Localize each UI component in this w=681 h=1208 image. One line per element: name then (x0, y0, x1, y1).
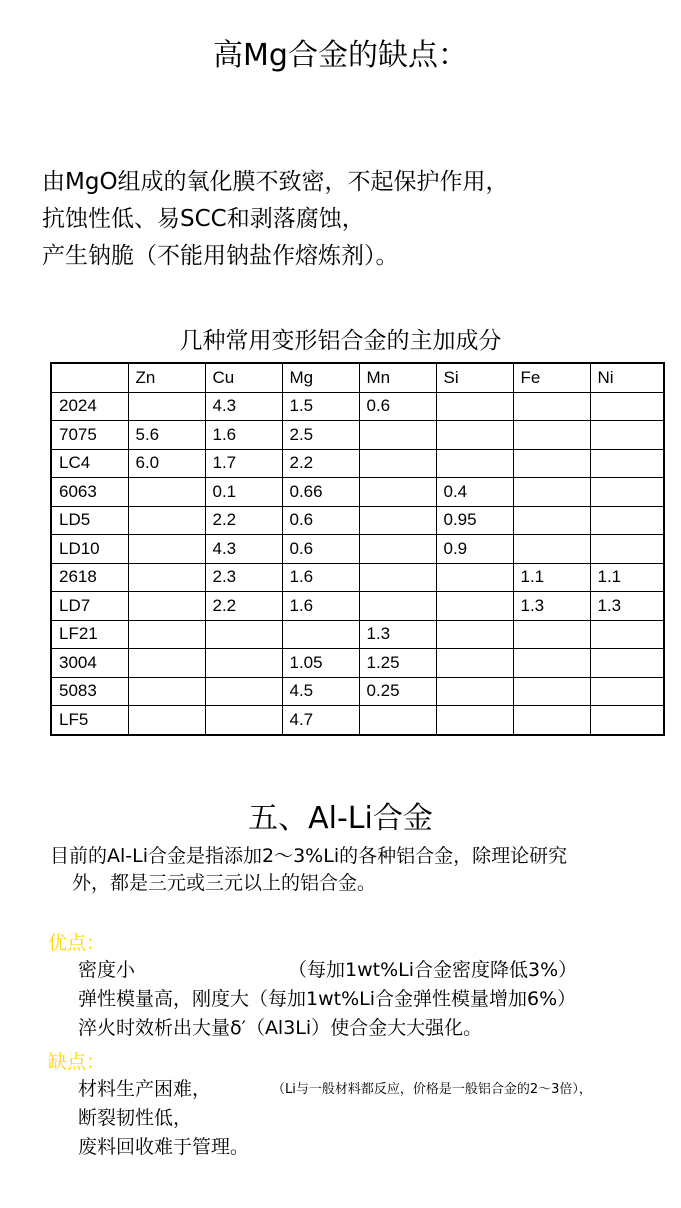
table-cell (590, 449, 664, 478)
alloy-grade-cell: 5083 (51, 677, 128, 706)
table-cell: 1.1 (513, 563, 590, 592)
advantage-item: 密度小 (78, 959, 136, 981)
table-cell: 1.3 (359, 620, 436, 649)
table-row (51, 478, 664, 507)
table-cell (205, 677, 282, 706)
table-cell (128, 620, 205, 649)
disadvantage-item: 断裂韧性低， (78, 1107, 193, 1129)
table-cell: 0.25 (359, 677, 436, 706)
disadvantage-note: （Li与一般材料都反应，价格是一般铝合金的2～3倍）， (272, 1082, 592, 1097)
table-header-cell: Si (436, 363, 513, 392)
table-cell (205, 620, 282, 649)
table-header-cell: Cu (205, 363, 282, 392)
table-cell (359, 478, 436, 507)
table-cell: 1.6 (205, 421, 282, 450)
table-cell: 0.66 (282, 478, 359, 507)
table-cell: 1.3 (513, 592, 590, 621)
alloy-grade-cell: 2024 (51, 392, 128, 421)
table-cell (436, 392, 513, 421)
table-row (51, 592, 664, 621)
table-cell (359, 421, 436, 450)
table-cell: 0.6 (359, 392, 436, 421)
table-cell: 4.3 (205, 535, 282, 564)
table-cell: 4.7 (282, 706, 359, 735)
table-row (51, 563, 664, 592)
table-row (51, 677, 664, 706)
intro-paragraph (50, 843, 675, 897)
table-cell (205, 649, 282, 678)
alloy-composition-table (50, 362, 665, 736)
table-cell: 1.5 (282, 392, 359, 421)
table-cell (590, 677, 664, 706)
table-cell (513, 706, 590, 735)
alloy-grade-cell: 7075 (51, 421, 128, 450)
table-cell (436, 563, 513, 592)
table-cell (513, 392, 590, 421)
table-cell (590, 706, 664, 735)
table-cell (128, 706, 205, 735)
table-cell: 1.6 (282, 563, 359, 592)
table-cell: 2.2 (205, 592, 282, 621)
alloy-grade-cell: 3004 (51, 649, 128, 678)
table-row (51, 649, 664, 678)
advantages-heading: 优点： (48, 932, 106, 954)
table-cell (359, 706, 436, 735)
table-cell: 4.3 (205, 392, 282, 421)
table-cell (513, 449, 590, 478)
table-cell (359, 506, 436, 535)
table-header-cell: Mn (359, 363, 436, 392)
table-cell (590, 506, 664, 535)
table-cell (590, 421, 664, 450)
table-cell (513, 478, 590, 507)
table-row (51, 392, 664, 421)
table-caption: 几种常用变形铝合金的主加成分 (179, 328, 502, 354)
table-row (51, 421, 664, 450)
table-cell (359, 449, 436, 478)
table-cell (282, 620, 359, 649)
table-cell (436, 421, 513, 450)
alloy-grade-cell: LC4 (51, 449, 128, 478)
alloy-grade-cell: LD7 (51, 592, 128, 621)
table-cell: 0.1 (205, 478, 282, 507)
table-cell (359, 592, 436, 621)
disadvantage-item: 材料生产困难， (78, 1078, 212, 1100)
advantage-note: （每加1wt%Li合金密度降低3%） (288, 959, 578, 981)
alloy-grade-cell: LD5 (51, 506, 128, 535)
table-cell (128, 677, 205, 706)
intro-line: 目前的Al-Li合金是指添加2～3%Li的各种铝合金，除理论研究 (50, 845, 568, 867)
mg-disadvantage-line: 产生钠脆（不能用钠盐作熔炼剂）。 (42, 243, 399, 269)
table-cell (590, 478, 664, 507)
table-cell: 1.7 (205, 449, 282, 478)
table-header-cell: Mg (282, 363, 359, 392)
table-cell (513, 506, 590, 535)
table-cell (513, 649, 590, 678)
table-cell: 6.0 (128, 449, 205, 478)
table-cell (513, 677, 590, 706)
table-cell (590, 620, 664, 649)
table-cell: 0.95 (436, 506, 513, 535)
table-cell (128, 535, 205, 564)
table-header-cell: Fe (513, 363, 590, 392)
page-title: 高Mg合金的缺点： (213, 38, 468, 73)
table-cell: 4.5 (282, 677, 359, 706)
table-cell: 1.6 (282, 592, 359, 621)
table-cell (128, 506, 205, 535)
alloy-grade-cell: LF5 (51, 706, 128, 735)
table-row (51, 535, 664, 564)
advantage-item: 淬火时效析出大量δ′（Al3Li）使合金大大强化。 (78, 1017, 483, 1039)
table-cell (590, 392, 664, 421)
intro-line: 外，都是三元或三元以上的铝合金。 (72, 872, 377, 894)
table-cell: 0.6 (282, 535, 359, 564)
table-cell (436, 620, 513, 649)
advantage-note: （每加1wt%Li合金弹性模量增加6%） (249, 988, 577, 1010)
table-cell (128, 478, 205, 507)
table-cell (128, 592, 205, 621)
table-cell (436, 649, 513, 678)
table-cell (436, 449, 513, 478)
table-cell (590, 535, 664, 564)
table-cell (359, 563, 436, 592)
advantage-item: 弹性模量高，刚度大 (78, 988, 250, 1010)
table-cell: 5.6 (128, 421, 205, 450)
table-cell: 1.1 (590, 563, 664, 592)
mg-disadvantage-line: 由MgO组成的氧化膜不致密，不起保护作用， (42, 169, 509, 195)
table-cell: 0.4 (436, 478, 513, 507)
disadvantage-item: 废料回收难于管理。 (78, 1136, 250, 1158)
alloy-grade-cell: LD10 (51, 535, 128, 564)
table-cell: 0.9 (436, 535, 513, 564)
table-cell (205, 706, 282, 735)
table-cell (513, 421, 590, 450)
table-cell: 1.3 (590, 592, 664, 621)
table-cell (436, 677, 513, 706)
alloy-grade-cell: LF21 (51, 620, 128, 649)
table-cell: 2.3 (205, 563, 282, 592)
table-cell (128, 649, 205, 678)
table-cell (436, 706, 513, 735)
table-row (51, 706, 664, 735)
section-title: 五、Al-Li合金 (248, 801, 433, 836)
table-cell: 1.05 (282, 649, 359, 678)
table-header-cell (51, 363, 128, 392)
table-cell: 0.6 (282, 506, 359, 535)
mg-disadvantage-line: 抗蚀性低、易SCC和剥落腐蚀， (42, 206, 365, 232)
table-header-cell: Zn (128, 363, 205, 392)
alloy-grade-cell: 2618 (51, 563, 128, 592)
table-cell (128, 392, 205, 421)
table-cell (513, 620, 590, 649)
table-header-cell: Ni (590, 363, 664, 392)
disadvantages-heading: 缺点： (48, 1051, 106, 1073)
table-cell (590, 649, 664, 678)
table-row (51, 506, 664, 535)
table-row (51, 449, 664, 478)
table-cell: 2.2 (205, 506, 282, 535)
table-row (51, 620, 664, 649)
table-cell (359, 535, 436, 564)
table-cell (436, 592, 513, 621)
table-cell (128, 563, 205, 592)
table-cell (513, 535, 590, 564)
table-cell: 1.25 (359, 649, 436, 678)
table-cell: 2.5 (282, 421, 359, 450)
table-cell: 2.2 (282, 449, 359, 478)
alloy-grade-cell: 6063 (51, 478, 128, 507)
table-header-row (51, 363, 664, 392)
